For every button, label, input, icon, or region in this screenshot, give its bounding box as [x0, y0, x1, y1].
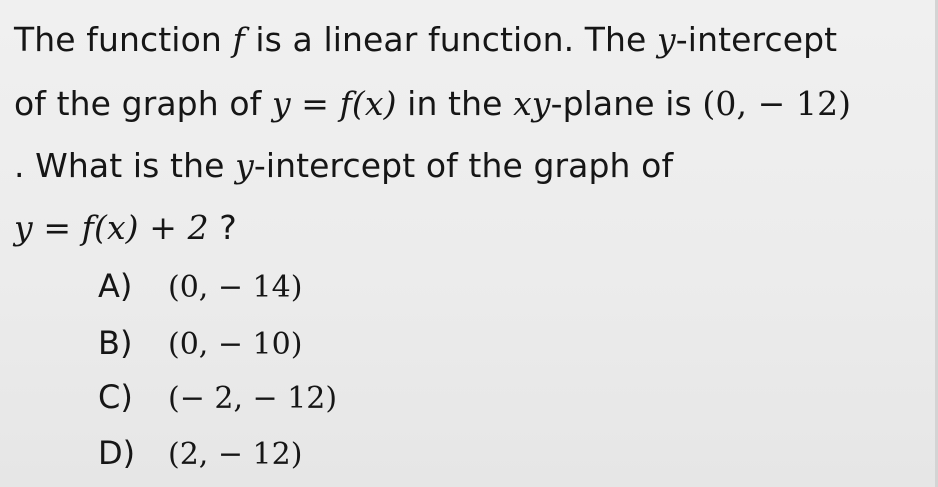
option-value: (0, − 10) [168, 327, 303, 362]
math-point: (0, − 12) [702, 84, 852, 123]
option-value: (2, − 12) [168, 437, 303, 472]
question-text: The function [14, 20, 233, 59]
option-letter: C) [98, 378, 133, 416]
option-letter: D) [98, 434, 136, 472]
question-text: in the [396, 84, 514, 123]
math-equation: y = f(x) + 2 [14, 208, 209, 247]
math-variable-y: y [657, 20, 676, 59]
question-text: -intercept [675, 20, 838, 59]
answer-option-a[interactable] [98, 266, 302, 308]
question-line-4 [14, 208, 237, 248]
question-line-2 [14, 84, 851, 124]
math-variable-xy: xy [513, 84, 551, 123]
answer-option-c[interactable] [98, 377, 337, 419]
question-text: is a linear function. The [244, 20, 658, 59]
question-text: of the graph of [14, 84, 272, 123]
answer-option-b[interactable] [98, 323, 302, 365]
question-line-1 [14, 20, 837, 60]
question-text: ? [208, 208, 237, 247]
option-letter: B) [98, 324, 133, 362]
math-variable-y: y [235, 146, 254, 185]
math-variable-f: f [232, 20, 245, 59]
question-line-3 [14, 146, 673, 186]
question-text: . What is the [14, 146, 236, 185]
answer-option-d[interactable] [98, 433, 302, 475]
option-letter: A) [98, 267, 133, 305]
question-text: -intercept of the graph of [253, 146, 674, 185]
question-text: -plane is [550, 84, 703, 123]
option-value: (− 2, − 12) [168, 381, 338, 416]
math-equation: y = f(x) [271, 84, 397, 123]
option-value: (0, − 14) [168, 270, 303, 305]
